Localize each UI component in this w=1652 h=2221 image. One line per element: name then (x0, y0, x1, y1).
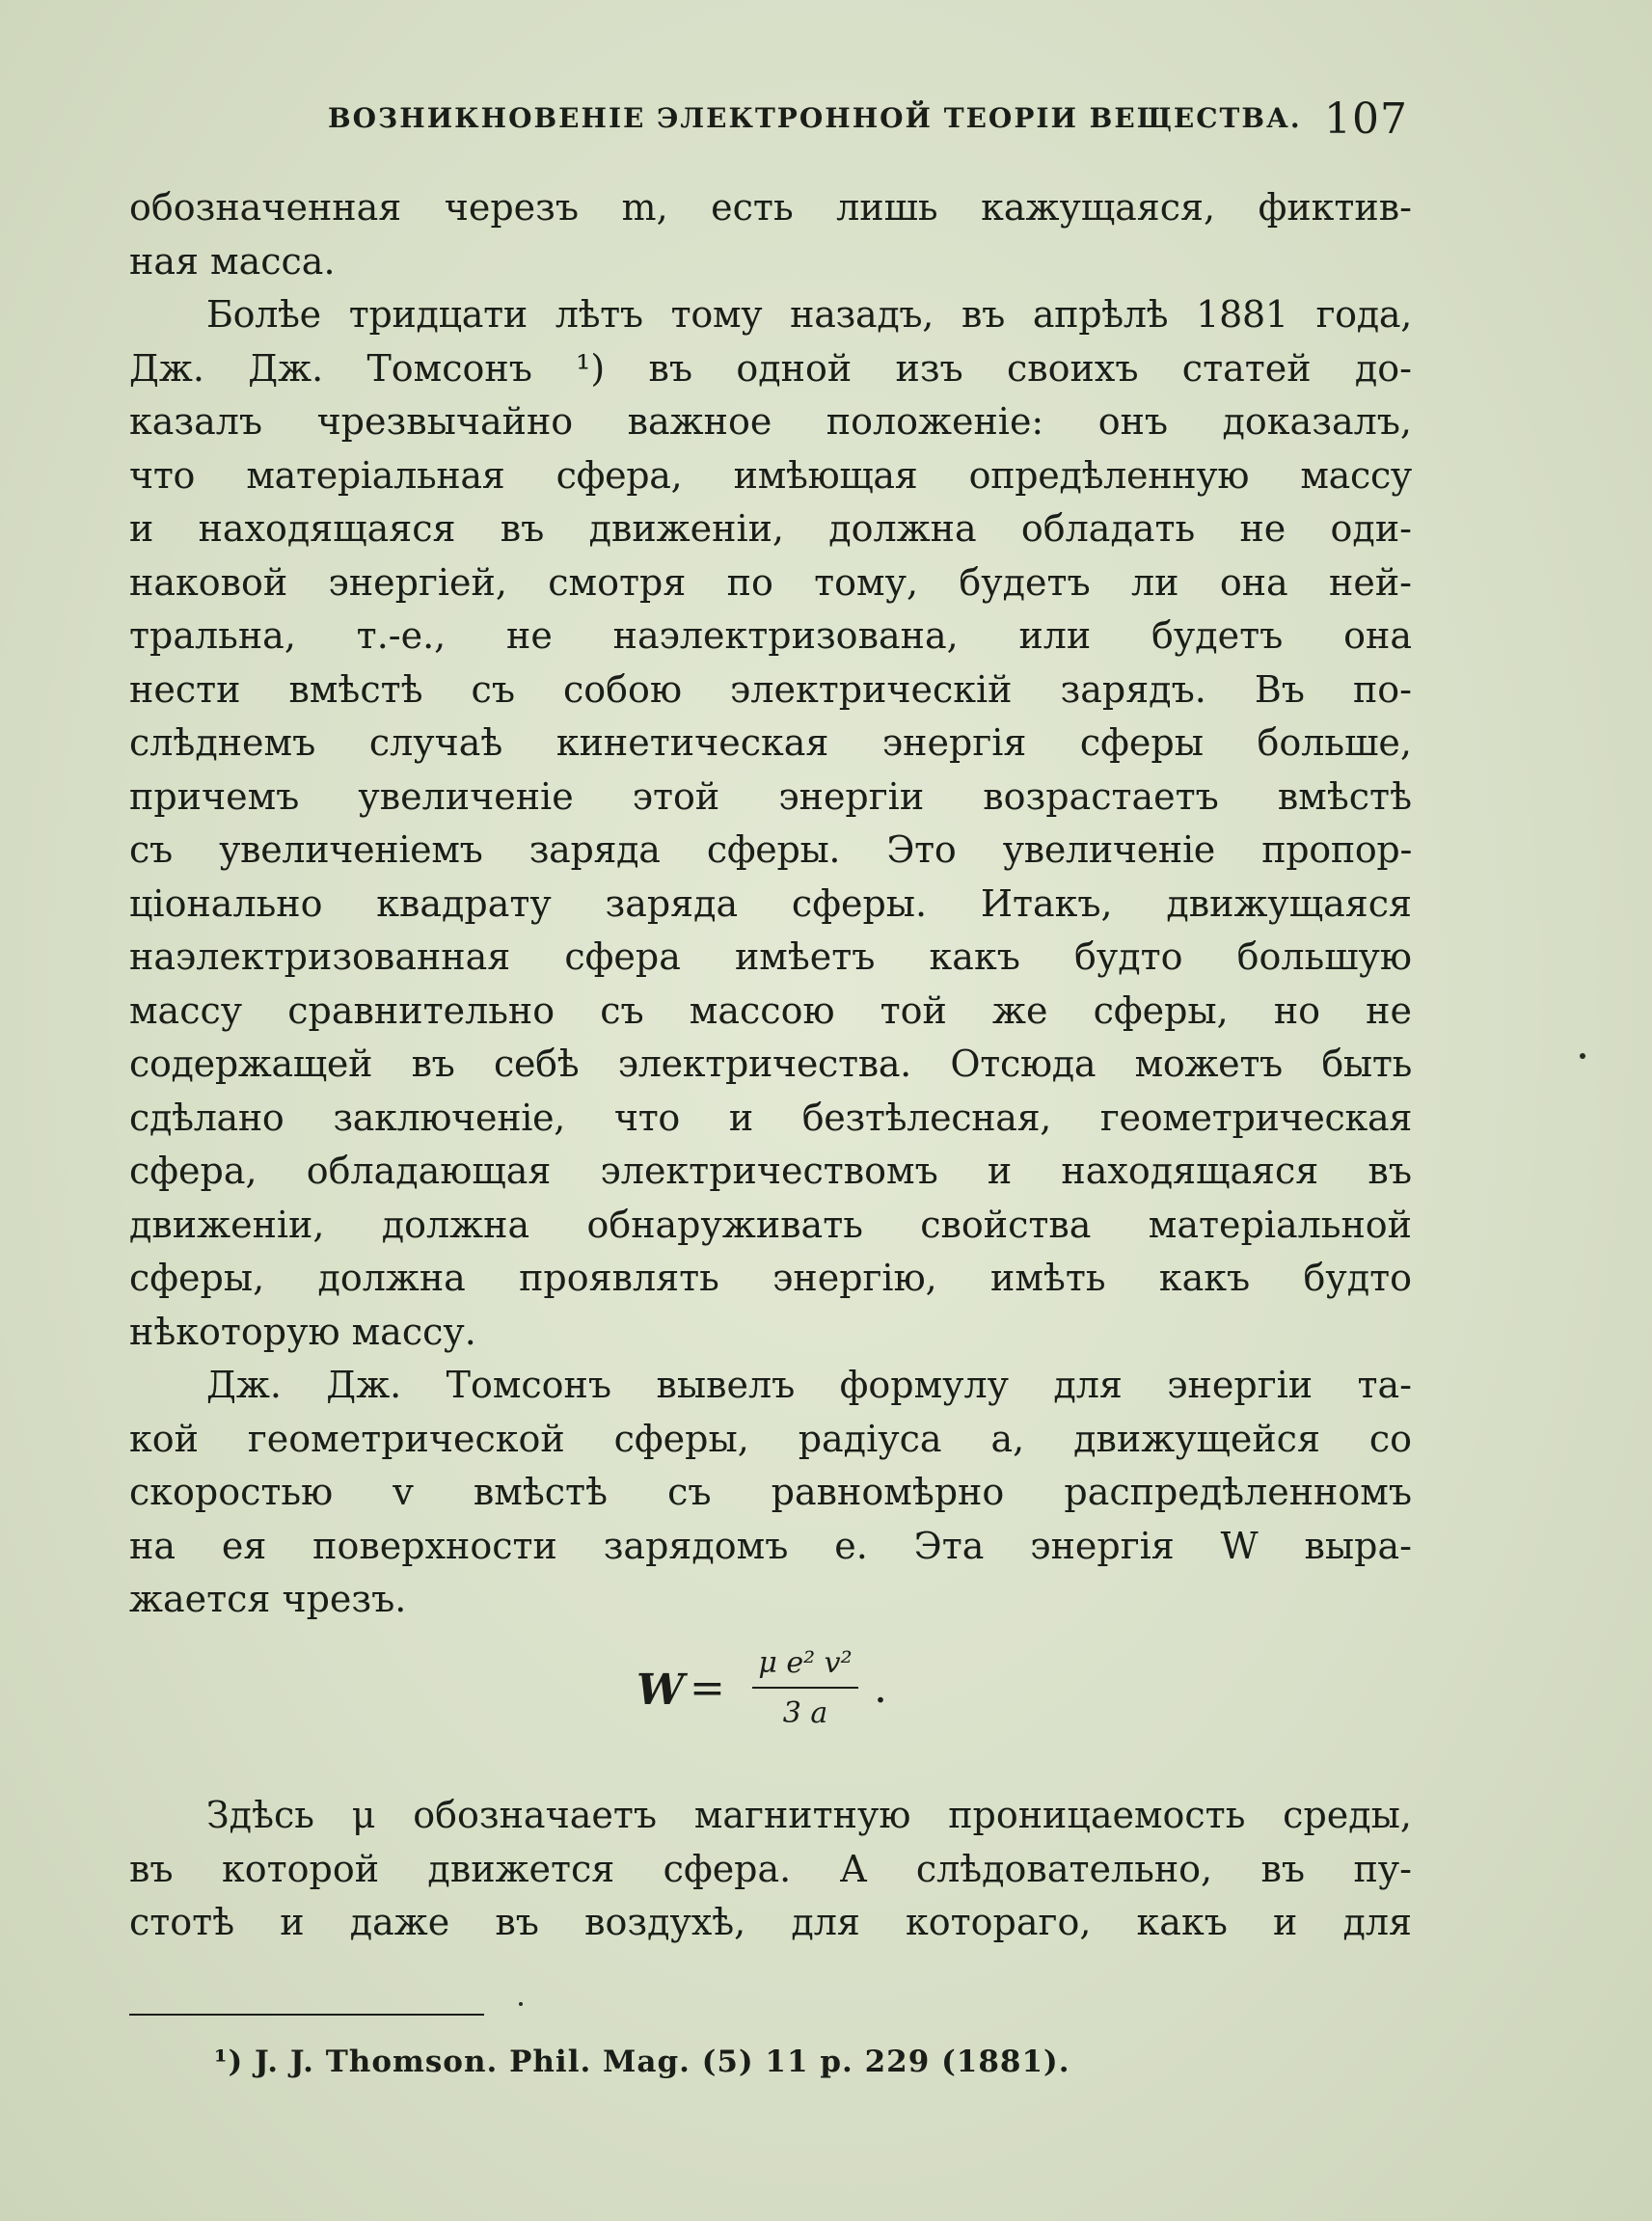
body-line: жается чрезъ. (129, 1578, 407, 1620)
body-line: Дж. Дж. Томсонъ ¹) въ одной изъ своихъ статей до- (129, 346, 1412, 390)
body-line: обозначенная черезъ m, есть лишь кажущаяся, фиктив- (129, 186, 1412, 229)
page-number: 107 (1324, 95, 1408, 144)
body-line: ная масса. (129, 239, 336, 283)
body-line: казалъ чрезвычайно важное положеніе: онъ доказалъ, (129, 400, 1412, 443)
formula-equals: = (690, 1664, 725, 1713)
body-line: скоростью v вмѣстѣ съ равномѣрно распредѣленномъ (129, 1471, 1412, 1513)
body-line: Дж. Дж. Томсонъ вывелъ формулу для энергіи та- (206, 1364, 1412, 1406)
body-line: что матеріальная сфера, имѣющая опредѣленную массу (129, 453, 1412, 497)
body-line: Здѣсь μ обозначаетъ магнитную проницаемость среды, (206, 1794, 1412, 1836)
formula-period: . (874, 1664, 887, 1713)
fraction-bar (752, 1687, 858, 1689)
body-text (129, 181, 1412, 1627)
body-text-continued (129, 1789, 1412, 1950)
body-line: сфера, обладающая электричествомъ и находящаяся въ (129, 1150, 1412, 1192)
body-line: нести вмѣстѣ съ собою электрическій зарядъ. Въ по- (129, 667, 1412, 711)
body-line: наэлектризованная сфера имѣетъ какъ будто большую (129, 935, 1412, 978)
running-title: ВОЗНИКНОВЕНІЕ ЭЛЕКТРОННОЙ ТЕОРІИ ВЕЩЕСТВА. (328, 102, 1302, 134)
body-line: и находящаяся въ движеніи, должна обладать не оди- (129, 507, 1412, 550)
body-line: движеніи, должна обнаруживать свойства матеріальной (129, 1203, 1412, 1246)
body-line: въ которой движется сфера. А слѣдовательно, въ пу- (129, 1847, 1412, 1890)
body-line: тральна, т.-е., не наэлектризована, или будетъ она (129, 614, 1412, 657)
formula-fraction (752, 1644, 858, 1733)
formula-numerator: μ e² v² (758, 1646, 853, 1680)
body-line: съ увеличеніемъ заряда сферы. Это увеличеніе пропор- (129, 828, 1412, 871)
formula-denominator: 3 a (782, 1696, 828, 1730)
body-line: на ея поверхности зарядомъ e. Эта энергія W выра- (129, 1524, 1412, 1567)
footnote-rule (129, 2014, 484, 2016)
body-line: нѣкоторую массу. (129, 1310, 476, 1353)
body-line: сферы, должна проявлять энергію, имѣть какъ будто (129, 1257, 1412, 1299)
body-line: причемъ увеличеніе этой энергіи возрастаетъ вмѣстѣ (129, 774, 1412, 818)
body-line: наковой энергіей, смотря по тому, будетъ ли она ней- (129, 560, 1412, 604)
body-line: Болѣе тридцати лѣтъ тому назадъ, въ апрѣлѣ 1881 года, (206, 293, 1412, 336)
body-line: кой геометрической сферы, радіуса a, движущейся со (129, 1417, 1412, 1460)
body-line: стотѣ и даже въ воздухѣ, для котораго, какъ и для (129, 1901, 1412, 1943)
running-head (328, 95, 1408, 149)
formula-lhs: W (636, 1666, 685, 1715)
body-line: сдѣлано заключеніе, что и безтѣлесная, геометрическая (129, 1096, 1412, 1139)
energy-formula (636, 1644, 926, 1750)
ink-speck (1580, 1053, 1585, 1059)
ink-speck (519, 2002, 523, 2006)
body-line: массу сравнительно съ массою той же сферы, но не (129, 989, 1412, 1032)
footnote: ¹) J. J. Thomson. Phil. Mag. (5) 11 p. 229 (1881). (214, 2045, 1070, 2079)
body-line: ціонально квадрату заряда сферы. Итакъ, движущаяся (129, 881, 1412, 925)
body-line: содержащей въ себѣ электричества. Отсюда можетъ быть (129, 1043, 1412, 1085)
body-line: слѣднемъ случаѣ кинетическая энергія сферы больше, (129, 721, 1412, 764)
